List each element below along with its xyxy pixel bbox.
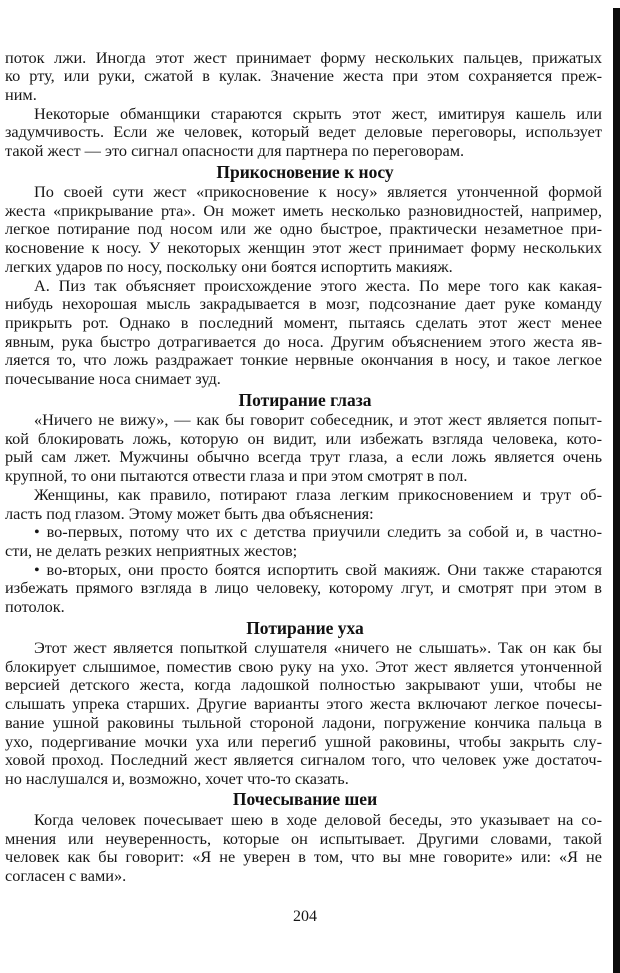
text-line: мнения или неуверенность, которые он испытывает. Другими словами, такой [5,828,602,848]
text-line: ухо, подергивание мочки уха или перегиб ушной раковины, чтобы закрыть слу- [5,731,602,751]
text-line: Женщины, как правило, потирают глаза легким прикосновением и трут об- [34,484,602,504]
text-line: ляется то, что ложь раздражает тонкие нервные окончания в носу, и такое легкое [5,350,602,370]
text-line: рый сам лжет. Мужчины обычно всегда трут глаза, а если ложь является очень [5,447,602,467]
text-line: явным, рука быстро дотрагивается до носа. Другим объяснением этого жеста яв- [5,331,602,351]
text-line: блокирует слышимое, поместив свою руку на ухо. Этот жест является утонченной [5,656,602,676]
text-line: прикрыть рот. Однако в последний момент, пытаясь сделать этот жест менее [5,312,602,332]
page-number: 204 [293,908,317,925]
text-line: жеста «прикрывание рта». Он может иметь несколько разновидностей, например, [5,200,602,220]
text-line: Когда человек почесывает шею в ходе деловой беседы, это указывает на со- [34,809,602,829]
text-line: задумчивость. Если же человек, который ведет деловые переговоры, использует [5,122,602,142]
text-line: ним. [5,84,37,104]
text-line: вание ушной раковины тыльной стороной ладони, погружение кончика пальца в [5,712,602,732]
text-line: ко рту, или руки, сжатой в кулак. Значение жеста при этом сохраняется преж- [5,66,602,86]
text-line: версией детского жеста, когда ладошкой полностью закрывают уши, чтобы не [5,675,602,695]
section-heading: Потирание уха [246,617,364,638]
text-line: поток лжи. Иногда этот жест принимает форму нескольких пальцев, прижатых [5,47,602,67]
text-line: легкое потирание под носом или же одно быстрое, практически незаметное при- [5,219,602,239]
text-line: крупной, то они пытаются отвести глаза и при этом смотрят в пол. [5,466,468,486]
text-line: «Ничего не вижу», — как бы говорит собеседник, и этот жест является попыт- [34,410,602,429]
text-line: такой жест — это сигнал опасности для партнера по переговорам. [5,141,465,160]
text-line: слышать упрека старших. Другие варианты этого жеста включают легкое почесы- [5,694,602,714]
text-line: Некоторые обманщики стараются скрыть этот жест, имитируя кашель или [34,103,602,123]
text-line: ховой проход. Последний жест является сигналом того, что человек уже достаточ- [5,750,602,770]
text-line: согласен с вами». [5,866,127,885]
text-line: ласть под глазом. Этому может быть два объяснения: [5,503,374,523]
section-heading: Прикосновение к носу [216,161,394,182]
text-line: По своей сути жест «прикосновение к носу» является утонченной формой [34,182,602,201]
text-line: почесывание носа снимает зуд. [5,369,221,388]
text-line: кой блокировать ложь, которую он видит, или избежать взгляда человека, кото- [5,428,602,448]
text-line: но наслушался и, возможно, хочет что-то сказать. [5,768,349,788]
text-line: сти, не делать резких неприятных жестов; [5,540,298,560]
text-line: Этот жест является попыткой слушателя «ничего не слышать». Так он как бы [34,638,602,657]
text-line: А. Пиз так объясняет происхождение этого жеста. По мере того как какая- [34,275,602,295]
section-heading: Почесывание шеи [232,789,378,810]
text-line: легких ударов по носу, поскольку они боятся испортить макияж. [5,256,453,276]
text-line: человек как бы говорит: «Я не уверен в том, что вы мне говорите» или: «Я не [5,847,602,867]
scan-edge-shadow [613,8,620,973]
text-line: потолок. [5,597,65,616]
text-line: нибудь нехорошая мысль закрадывается в мозг, подсознание дает руке команду [5,294,602,314]
text-line: косновение к носу. У некоторых женщин этот жест принимает форму нескольких [5,238,602,258]
text-line: • во-первых, потому что их с детства приучили следить за собой и, в частно- [34,522,602,542]
section-heading: Потирание глаза [238,389,372,410]
text-line: • во-вторых, они просто боятся испортить свой макияж. Они также стараются [34,559,602,579]
text-line: избежать прямого взгляда в лицо человеку, которому лгут, и смотрят при этом в [5,578,602,598]
